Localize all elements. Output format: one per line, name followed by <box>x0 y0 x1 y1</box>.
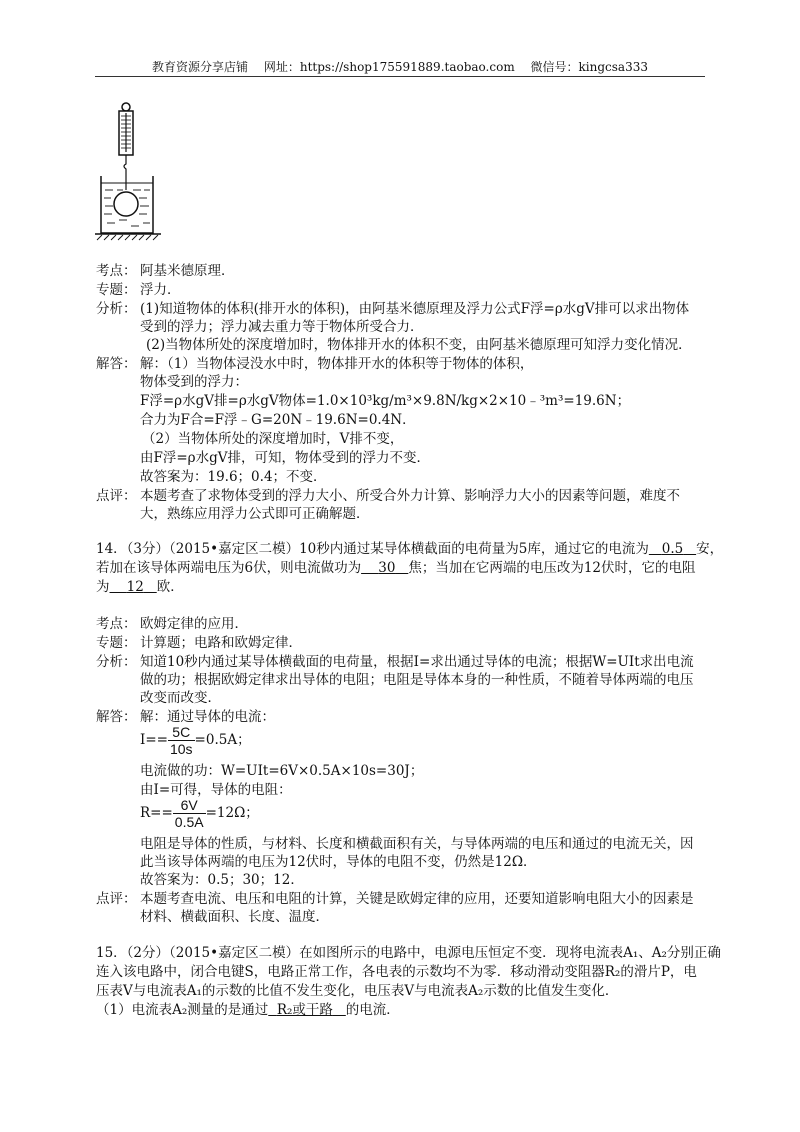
q14-stem-line2: 若加在该导体两端电压为6伏，则电流做功为 30 焦；当加在它两端的电压改为12伏时，它的电阻 <box>96 560 696 576</box>
q14-kaodian: 欧姆定律的应用． <box>140 616 248 632</box>
q13-jieda-line2: 物体受到的浮力： <box>140 374 248 390</box>
q13-jieda-label: 解答： <box>96 356 137 372</box>
q14-stem-line1: 14．（3分）（2015•嘉定区二模）10秒内通过某导体横截面的电荷量为5库，通过它的电流为 0.5 安， <box>96 541 724 557</box>
q14-stem-line3: 为 12 欧． <box>96 579 184 595</box>
q14-dianping-label: 点评： <box>96 891 137 907</box>
q13-zhuanti: 浮力． <box>140 282 181 298</box>
q13-jieda-line1: 解：（1）当物体浸没水中时，物体排开水的体积等于物体的体积， <box>140 356 534 372</box>
shop-url: 网址：https://shop175591889.taobao.com <box>263 60 515 74</box>
q13-jieda-line6: 由F浮=ρ水gV排，可知，物体受到的浮力不变． <box>140 450 431 466</box>
q14-fenxi-label: 分析： <box>96 654 137 670</box>
q14-dianping-line1: 本题考查电流、电压和电阻的计算，关键是欧姆定律的应用，还要知道影响电阻大小的因素是 <box>140 891 694 907</box>
q13-jieda-line3: F浮=ρ水gV排=ρ水gV物体=1.0×10³kg/m³×9.8N/kg×2×10﹣³m³=19.6N； <box>140 393 631 409</box>
q14-dianping-line2: 材料、横截面积、长度、温度． <box>140 909 329 925</box>
spring-scale-beaker-figure <box>95 100 165 242</box>
wechat-id: 微信号：kingcsa333 <box>530 60 648 74</box>
header-rule <box>95 76 705 77</box>
q14-zhuanti: 计算题；电路和欧姆定律． <box>140 635 302 651</box>
q13-kaodian-label: 考点： <box>96 263 137 279</box>
q14-jieda-line3: 由I=可得，导体的电阻： <box>140 782 292 798</box>
q15-stem-line3: 压表V与电流表A₁的示数的比值不发生变化，电压表V与电流表A₂示数的比值发生变化． <box>96 983 619 999</box>
q13-jieda-line7: 故答案为：19.6；0.4；不变． <box>140 469 327 485</box>
q14-answer-work: 30 <box>378 560 396 576</box>
q14-kaodian-label: 考点： <box>96 616 137 632</box>
q13-jieda-line5: （2）当物体所处的深度增加时，V排不变， <box>142 431 404 447</box>
q14-equation-resistance: R== $\frac{6V}{0.5A}$ =12Ω； <box>140 797 259 830</box>
q14-equation-current: I== $\frac{5C}{10s}$ =0.5A； <box>140 724 251 757</box>
q15-stem-line2: 连入该电路中，闭合电键S，电路正常工作，各电表的示数均不为零．移动滑动变阻器R₂的滑片P，电 <box>96 964 697 980</box>
fraction-6v-over-05a: $\frac{6V}{0.5A}$ <box>174 797 204 830</box>
page-header <box>95 58 705 75</box>
q13-kaodian: 阿基米德原理． <box>140 263 235 279</box>
q14-jieda-line1: 解：通过导体的电流： <box>140 709 275 725</box>
q14-jieda-label: 解答： <box>96 709 137 725</box>
q13-jieda-line4: 合力为F合=F浮﹣G=20N﹣19.6N=0.4N． <box>140 412 416 428</box>
q14-fenxi-line3: 改变而改变． <box>140 690 221 706</box>
q14-fenxi-line1: 知道10秒内通过某导体横截面的电荷量，根据I=求出通过导体的电流；根据W=UIt求出电流 <box>140 654 694 670</box>
q13-zhuanti-label: 专题： <box>96 282 137 298</box>
q14-jieda-line5: 此当该导体两端的电压为12伏时，导体的电阻不变，仍然是12Ω． <box>140 854 537 870</box>
scale-ring <box>122 103 130 111</box>
q15-subquestion-1: （1）电流表A₂测量的是通过 R₂或干路 的电流． <box>96 1002 400 1018</box>
q13-fenxi-label: 分析： <box>96 301 137 317</box>
q15-answer-1: R₂或干路 <box>276 1002 333 1018</box>
q13-dianping-line2: 大，熟练应用浮力公式即可正确解题． <box>140 506 370 522</box>
q13-fenxi-line1: (1)知道物体的体积(排开水的体积)，由阿基米德原理及浮力公式F浮=ρ水gV排可以求出物体 <box>140 301 690 317</box>
q13-fenxi-line3: (2)当物体所处的深度增加时，物体排开水的体积不变，由阿基米德原理可知浮力变化情况． <box>146 337 692 353</box>
q14-jieda-line6: 故答案为：0.5；30；12． <box>140 872 304 888</box>
q13-dianping-label: 点评： <box>96 488 137 504</box>
q14-zhuanti-label: 专题： <box>96 635 137 651</box>
q13-fenxi-line2: 受到的浮力；浮力减去重力等于物体所受合力． <box>140 319 424 335</box>
q14-jieda-line4: 电阻是导体的性质，与材料、长度和横截面积有关，与导体两端的电压和通过的电流无关，因 <box>140 836 694 852</box>
shop-name: 教育资源分享店铺 <box>152 60 249 74</box>
q15-stem-line1: 15．（2分）（2015•嘉定区二模）在如图所示的电路中，电源电压恒定不变．现将电流表A₁、A₂分别正确 <box>96 945 721 961</box>
sphere <box>114 192 138 216</box>
fraction-5c-over-10s: $\frac{5C}{10s}$ <box>169 724 193 757</box>
q14-fenxi-line2: 做的功；根据欧姆定律求出导体的电阻；电阻是导体本身的一种性质，不随着导体两端的电压 <box>140 672 694 688</box>
q14-answer-current: 0.5 <box>661 541 684 557</box>
q13-dianping-line1: 本题考查了求物体受到的浮力大小、所受合外力计算、影响浮力大小的因素等问题，难度不 <box>140 488 680 504</box>
hook-string <box>124 155 126 190</box>
q14-answer-resistance: 12 <box>126 579 144 595</box>
q14-jieda-line2: 电流做的功：W=UIt=6V×0.5A×10s=30J； <box>140 763 424 779</box>
